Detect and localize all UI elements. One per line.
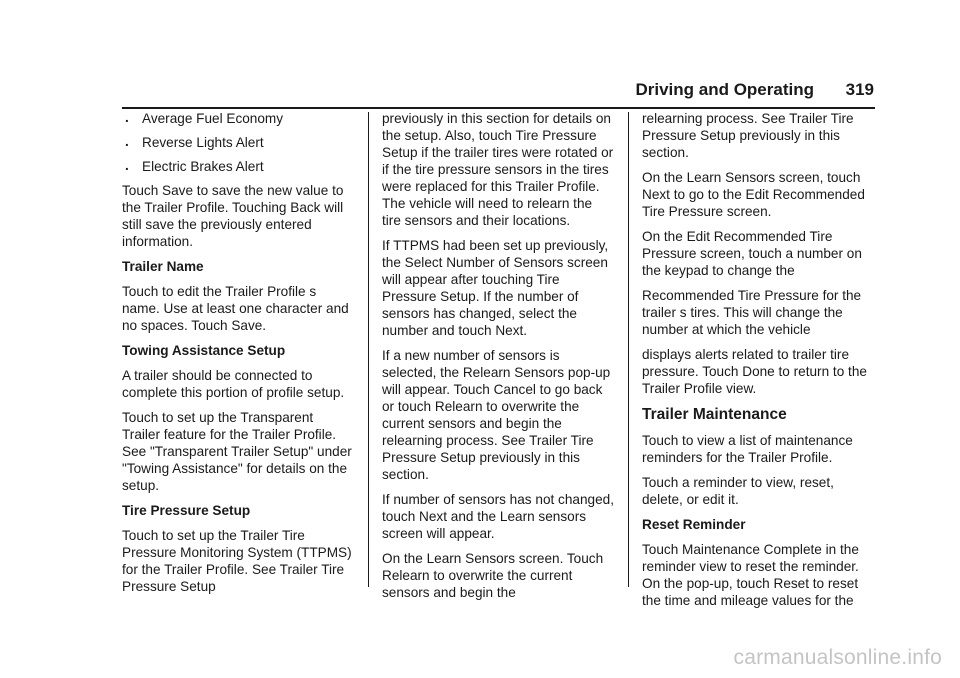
paragraph: Touch to edit the Trailer Profile s name. Use at least one character and no spaces. Touch Save. <box>122 284 349 333</box>
paragraph: If TTPMS had been set up previously, the Select Number of Sensors screen will appear after touching Tire Pressure Setup. If the number of sensors has changed, select the number and touch Next. <box>382 238 609 338</box>
paragraph: On the Edit Recommended Tire Pressure screen, touch a number on the keypad to change the <box>642 229 862 278</box>
paragraph: A trailer should be connected to complete this portion of profile setup. <box>122 368 345 400</box>
header-rule <box>122 107 875 109</box>
bullet-text: Average Fuel Economy <box>142 111 284 126</box>
paragraph: relearning process. See Trailer Tire Pressure Setup previously in this section. <box>642 111 854 160</box>
bullet-text: Reverse Lights Alert <box>142 135 264 150</box>
subheading-reset-reminder: Reset Reminder <box>642 517 746 532</box>
column-2 <box>382 110 614 609</box>
section-heading-trailer-maintenance: Trailer Maintenance <box>642 406 787 423</box>
paragraph: displays alerts related to trailer tire pressure. Touch Done to return to the Trailer Profile view. <box>642 347 867 396</box>
bullet-item <box>122 110 354 127</box>
column-divider <box>628 112 629 587</box>
subheading-tire-pressure: Tire Pressure Setup <box>122 503 251 518</box>
paragraph: Touch Save to save the new value to the Trailer Profile. Touching Back will still save the previously entered information. <box>122 183 344 249</box>
bullet-item <box>122 158 354 175</box>
bullet-dot: . <box>125 134 129 149</box>
paragraph: Touch to set up the Transparent Trailer feature for the Trailer Profile. See "Transparent Trailer Setup" under "Towing Assistance" for details on the setup. <box>122 410 352 493</box>
paragraph: On the Learn Sensors screen. Touch Relearn to overwrite the current sensors and begin the <box>382 551 604 600</box>
subheading-trailer-name: Trailer Name <box>122 259 204 274</box>
paragraph: Touch Maintenance Complete in the reminder view to reset the reminder. On the pop-up, touch Reset to reset the time and mileage values for the <box>642 542 859 608</box>
paragraph: previously in this section for details on the setup. Also, touch Tire Pressure Setup if the trailer tires were rotated or if the tire pressure sensors in the tires were replaced for this Trailer Profile. The vehicle will need to relearn the tire sensors and their locations. <box>382 111 614 228</box>
page-number: 319 <box>845 80 874 99</box>
watermark: carmanualsonline.info <box>733 646 942 669</box>
bullet-item <box>122 134 354 151</box>
paragraph: Touch a reminder to view, reset, delete, or edit it. <box>642 475 834 507</box>
paragraph: Recommended Tire Pressure for the trailer s tires. This will change the number at which the vehicle <box>642 288 862 337</box>
paragraph: If number of sensors has not changed, touch Next and the Learn sensors screen will appear. <box>382 492 614 541</box>
paragraph: On the Learn Sensors screen, touch Next to go to the Edit Recommended Tire Pressure screen. <box>642 170 865 219</box>
paragraph: If a new number of sensors is selected, the Relearn Sensors pop-up will appear. Touch Cancel to go back or touch Relearn to overwrite the current sensors and begin the relearning process. See Trailer Tire Pressure Setup previously in this section. <box>382 348 611 482</box>
bullet-dot: . <box>125 110 129 125</box>
subheading-towing-assistance: Towing Assistance Setup <box>122 343 286 358</box>
page-header <box>0 70 960 110</box>
bullet-text: Electric Brakes Alert <box>142 159 264 174</box>
column-3 <box>642 110 874 617</box>
column-1 <box>122 110 354 603</box>
paragraph: Touch to set up the Trailer Tire Pressure Monitoring System (TTPMS) for the Trailer Profile. See Trailer Tire Pressure Setup <box>122 528 352 594</box>
paragraph: Touch to view a list of maintenance reminders for the Trailer Profile. <box>642 433 853 465</box>
column-divider <box>368 112 369 587</box>
bullet-dot: . <box>125 158 129 173</box>
section-title: Driving and Operating <box>635 80 814 99</box>
